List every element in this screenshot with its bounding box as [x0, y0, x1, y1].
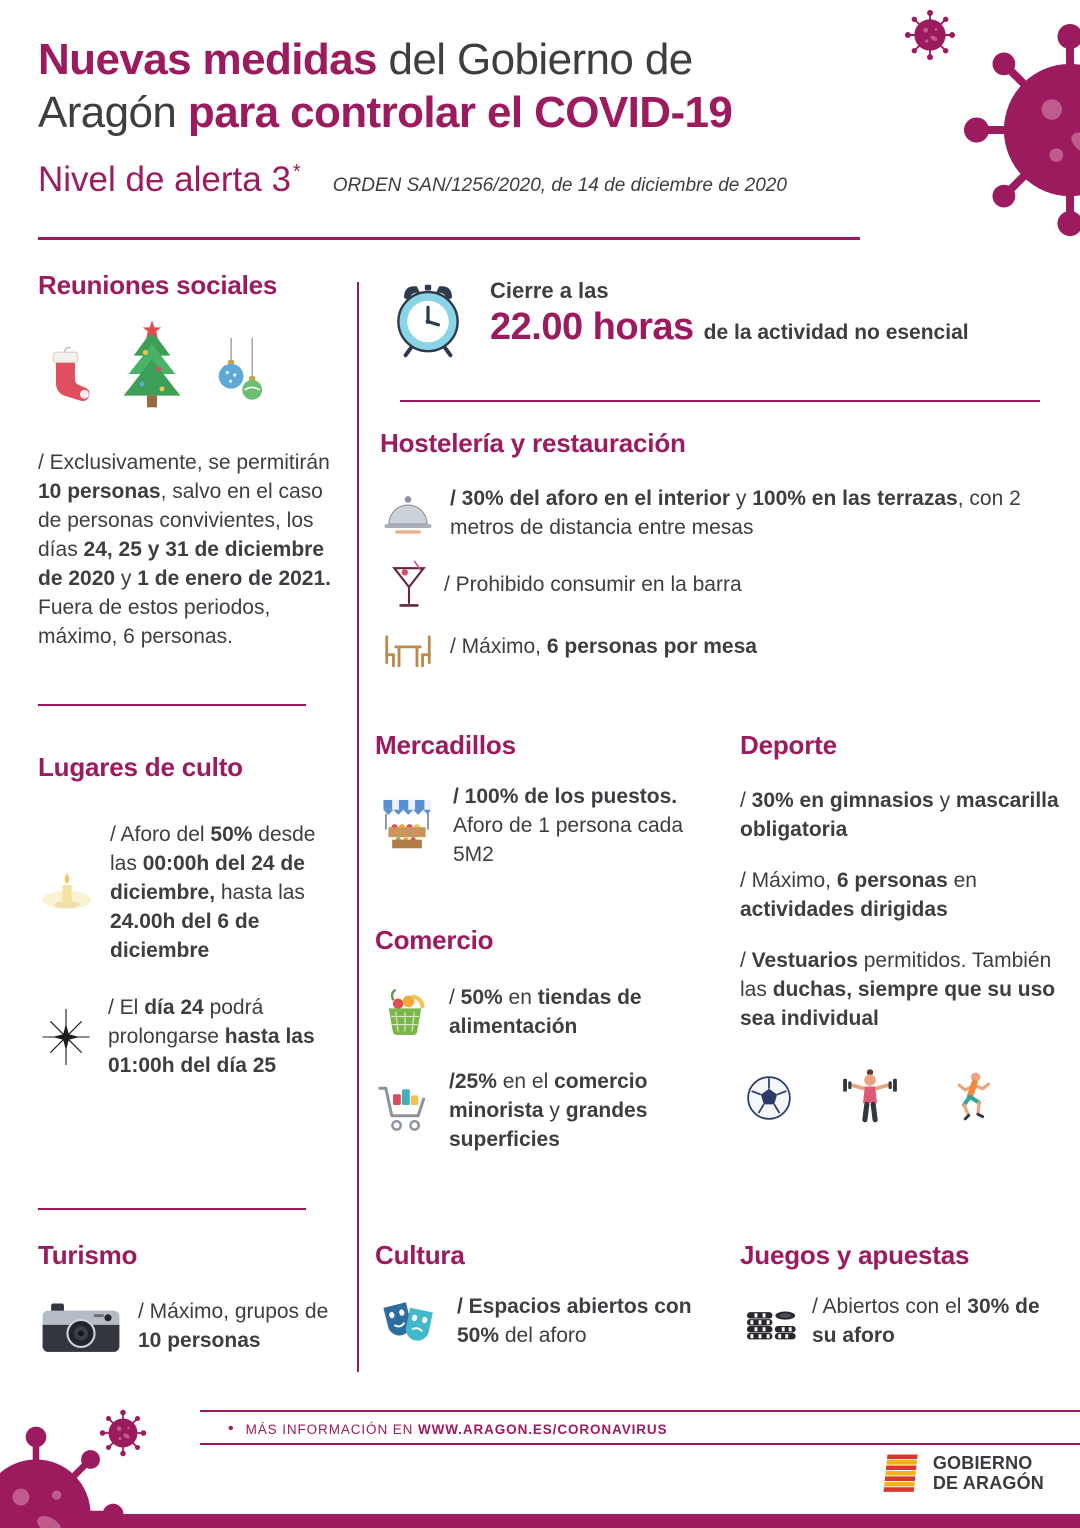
footer-info-prefix: MÁS INFORMACIÓN EN: [245, 1421, 414, 1437]
culto-item-2: [38, 994, 338, 1081]
deporte-title: Deporte: [740, 730, 837, 760]
hosteleria-section: [380, 428, 1056, 671]
curfew-time: 22.00 horas: [490, 306, 694, 348]
comercio-section: [375, 925, 697, 1155]
alert-row: [38, 160, 888, 200]
footer-info: [228, 1417, 667, 1441]
virus-icon-large-bottom: [0, 1420, 130, 1528]
curfew-intro: Cierre a las: [490, 278, 609, 303]
juegos-section: [740, 1240, 1062, 1351]
footer-divider-top: [200, 1410, 1080, 1412]
theater-masks-icon: [375, 1293, 443, 1351]
divider: [38, 1208, 306, 1210]
logo-line-2: DE ARAGÓN: [932, 1473, 1044, 1493]
alert-level: Nivel de alerta 3 *: [38, 159, 301, 199]
running-icon: [942, 1066, 1000, 1130]
culto-item-1: [38, 821, 338, 966]
cultura-item: [375, 1293, 705, 1351]
christmas-icons-row: [38, 319, 338, 419]
alert-asterisk: *: [292, 160, 301, 183]
christmas-ornaments-icon: [210, 331, 272, 419]
table-chairs-icon: [380, 625, 436, 671]
hosteleria-item-2: [380, 559, 1056, 613]
sports-icons-row: [740, 1066, 1062, 1130]
gobierno-aragon-logo: [881, 1452, 1044, 1494]
star-icon: [38, 1006, 94, 1068]
juegos-text: / Abiertos con el 30% de su aforo: [812, 1295, 1040, 1347]
poker-chips-icon: [740, 1295, 798, 1349]
deporte-section: [740, 730, 1062, 1130]
weightlifting-icon: [838, 1066, 902, 1130]
virus-icon-large-top: [956, 16, 1080, 244]
soccer-ball-icon: [740, 1069, 798, 1127]
turismo-text: / Máximo, grupos de 10 personas: [138, 1300, 329, 1352]
comercio-item-1-text: / 50% en tiendas de alimentación: [449, 986, 642, 1038]
deporte-item-1-text: / 30% en gimnasios y mascarilla obligatoria: [740, 789, 1059, 841]
aragon-flag-icon: [881, 1452, 923, 1494]
title-line-2: Aragón para controlar el COVID-19: [38, 87, 733, 137]
curfew-scope: de la actividad no esencial: [703, 321, 969, 344]
comercio-item-1: [375, 984, 697, 1042]
turismo-section: [38, 1240, 338, 1359]
candle-icon: [38, 864, 96, 922]
christmas-stocking-icon: [38, 337, 94, 419]
mercadillos-title: Mercadillos: [375, 730, 516, 760]
hosteleria-item-2-text: / Prohibido consumir en la barra: [444, 573, 742, 597]
culto-title: Lugares de culto: [38, 751, 243, 782]
camera-icon: [38, 1295, 124, 1359]
hosteleria-title: Hostelería y restauración: [380, 428, 686, 458]
divider: [400, 400, 1040, 402]
left-column: [38, 270, 338, 1081]
cultura-text: / Espacios abiertos con 50% del aforo: [457, 1295, 692, 1347]
title-line-1: Nuevas medidas del Gobierno de: [38, 35, 693, 84]
header-divider: [38, 237, 860, 240]
juegos-item: [740, 1293, 1062, 1351]
comercio-item-2-text: /25% en el comercio minorista y grandes superficies: [449, 1070, 648, 1151]
page-title: [38, 34, 888, 140]
curfew-text-block: [490, 278, 969, 349]
footer-info-text: [246, 1422, 668, 1437]
footer-bullet: •: [228, 1420, 234, 1437]
mercadillos-text: / 100% de los puestos. Aforo de 1 persona cada 5M2: [453, 785, 683, 866]
logo-text: [933, 1453, 1044, 1493]
hosteleria-item-3-text: / Máximo, 6 personas por mesa: [450, 635, 757, 659]
footer-divider-bottom: [200, 1443, 1080, 1445]
turismo-item: [38, 1295, 338, 1359]
hosteleria-item-3: [380, 625, 1056, 671]
juegos-title: Juegos y apuestas: [740, 1240, 970, 1270]
curfew-banner: [388, 278, 1058, 362]
divider: [38, 704, 306, 706]
hosteleria-item-1: [380, 485, 1056, 543]
deporte-item-2-text: / Máximo, 6 personas en actividades dirigidas: [740, 868, 977, 921]
grocery-basket-icon: [375, 984, 435, 1042]
vertical-divider: [357, 282, 359, 1372]
shopping-cart-icon: [375, 1080, 435, 1142]
turismo-title: Turismo: [38, 1240, 138, 1270]
reuniones-title: Reuniones sociales: [38, 270, 278, 300]
deporte-item-3-text: / Vestuarios permitidos. También las duchas, siempre que su uso sea individual: [740, 948, 1056, 1030]
bottom-bar: [0, 1514, 1080, 1528]
logo-line-1: GOBIERNO: [932, 1452, 1033, 1473]
hosteleria-item-1-text: / 30% del aforo en el interior y 100% en las terrazas, con 2 metros de distancia entre mesas: [450, 487, 1021, 539]
footer-url: WWW.ARAGON.ES/CORONAVIRUS: [417, 1421, 668, 1437]
alarm-clock-icon: [388, 278, 468, 362]
mercadillos-section: [375, 730, 687, 870]
comercio-title: Comercio: [375, 925, 494, 955]
cultura-title: Cultura: [375, 1240, 465, 1270]
comercio-item-2: [375, 1068, 697, 1155]
serving-cloche-icon: [380, 491, 436, 537]
market-stall-icon: [375, 795, 439, 857]
culto-item-2-text: / El día 24 podrá prolongarse hasta las 01:00h del día 25: [108, 995, 315, 1077]
virus-icon-small-top: [903, 8, 957, 62]
culto-item-1-text: / Aforo del 50% desde las 00:00h del 24 de diciembre, hasta las 24.00h del 6 de diciembre: [110, 822, 316, 962]
christmas-tree-icon: [110, 319, 194, 419]
mercadillos-item: [375, 783, 687, 870]
header: [38, 34, 888, 200]
order-reference: ORDEN SAN/1256/2020, de 14 de diciembre de 2020: [332, 174, 787, 196]
cocktail-icon: [388, 559, 430, 613]
reuniones-text: / Exclusivamente, se permitirán 10 personas, salvo en el caso de personas convivientes, los días 24, 25 y 31 de diciembre de 2020 y 1 de enero de 2021. Fuera de estos periodos, máximo, 6 personas.: [38, 451, 332, 648]
cultura-section: [375, 1240, 705, 1351]
